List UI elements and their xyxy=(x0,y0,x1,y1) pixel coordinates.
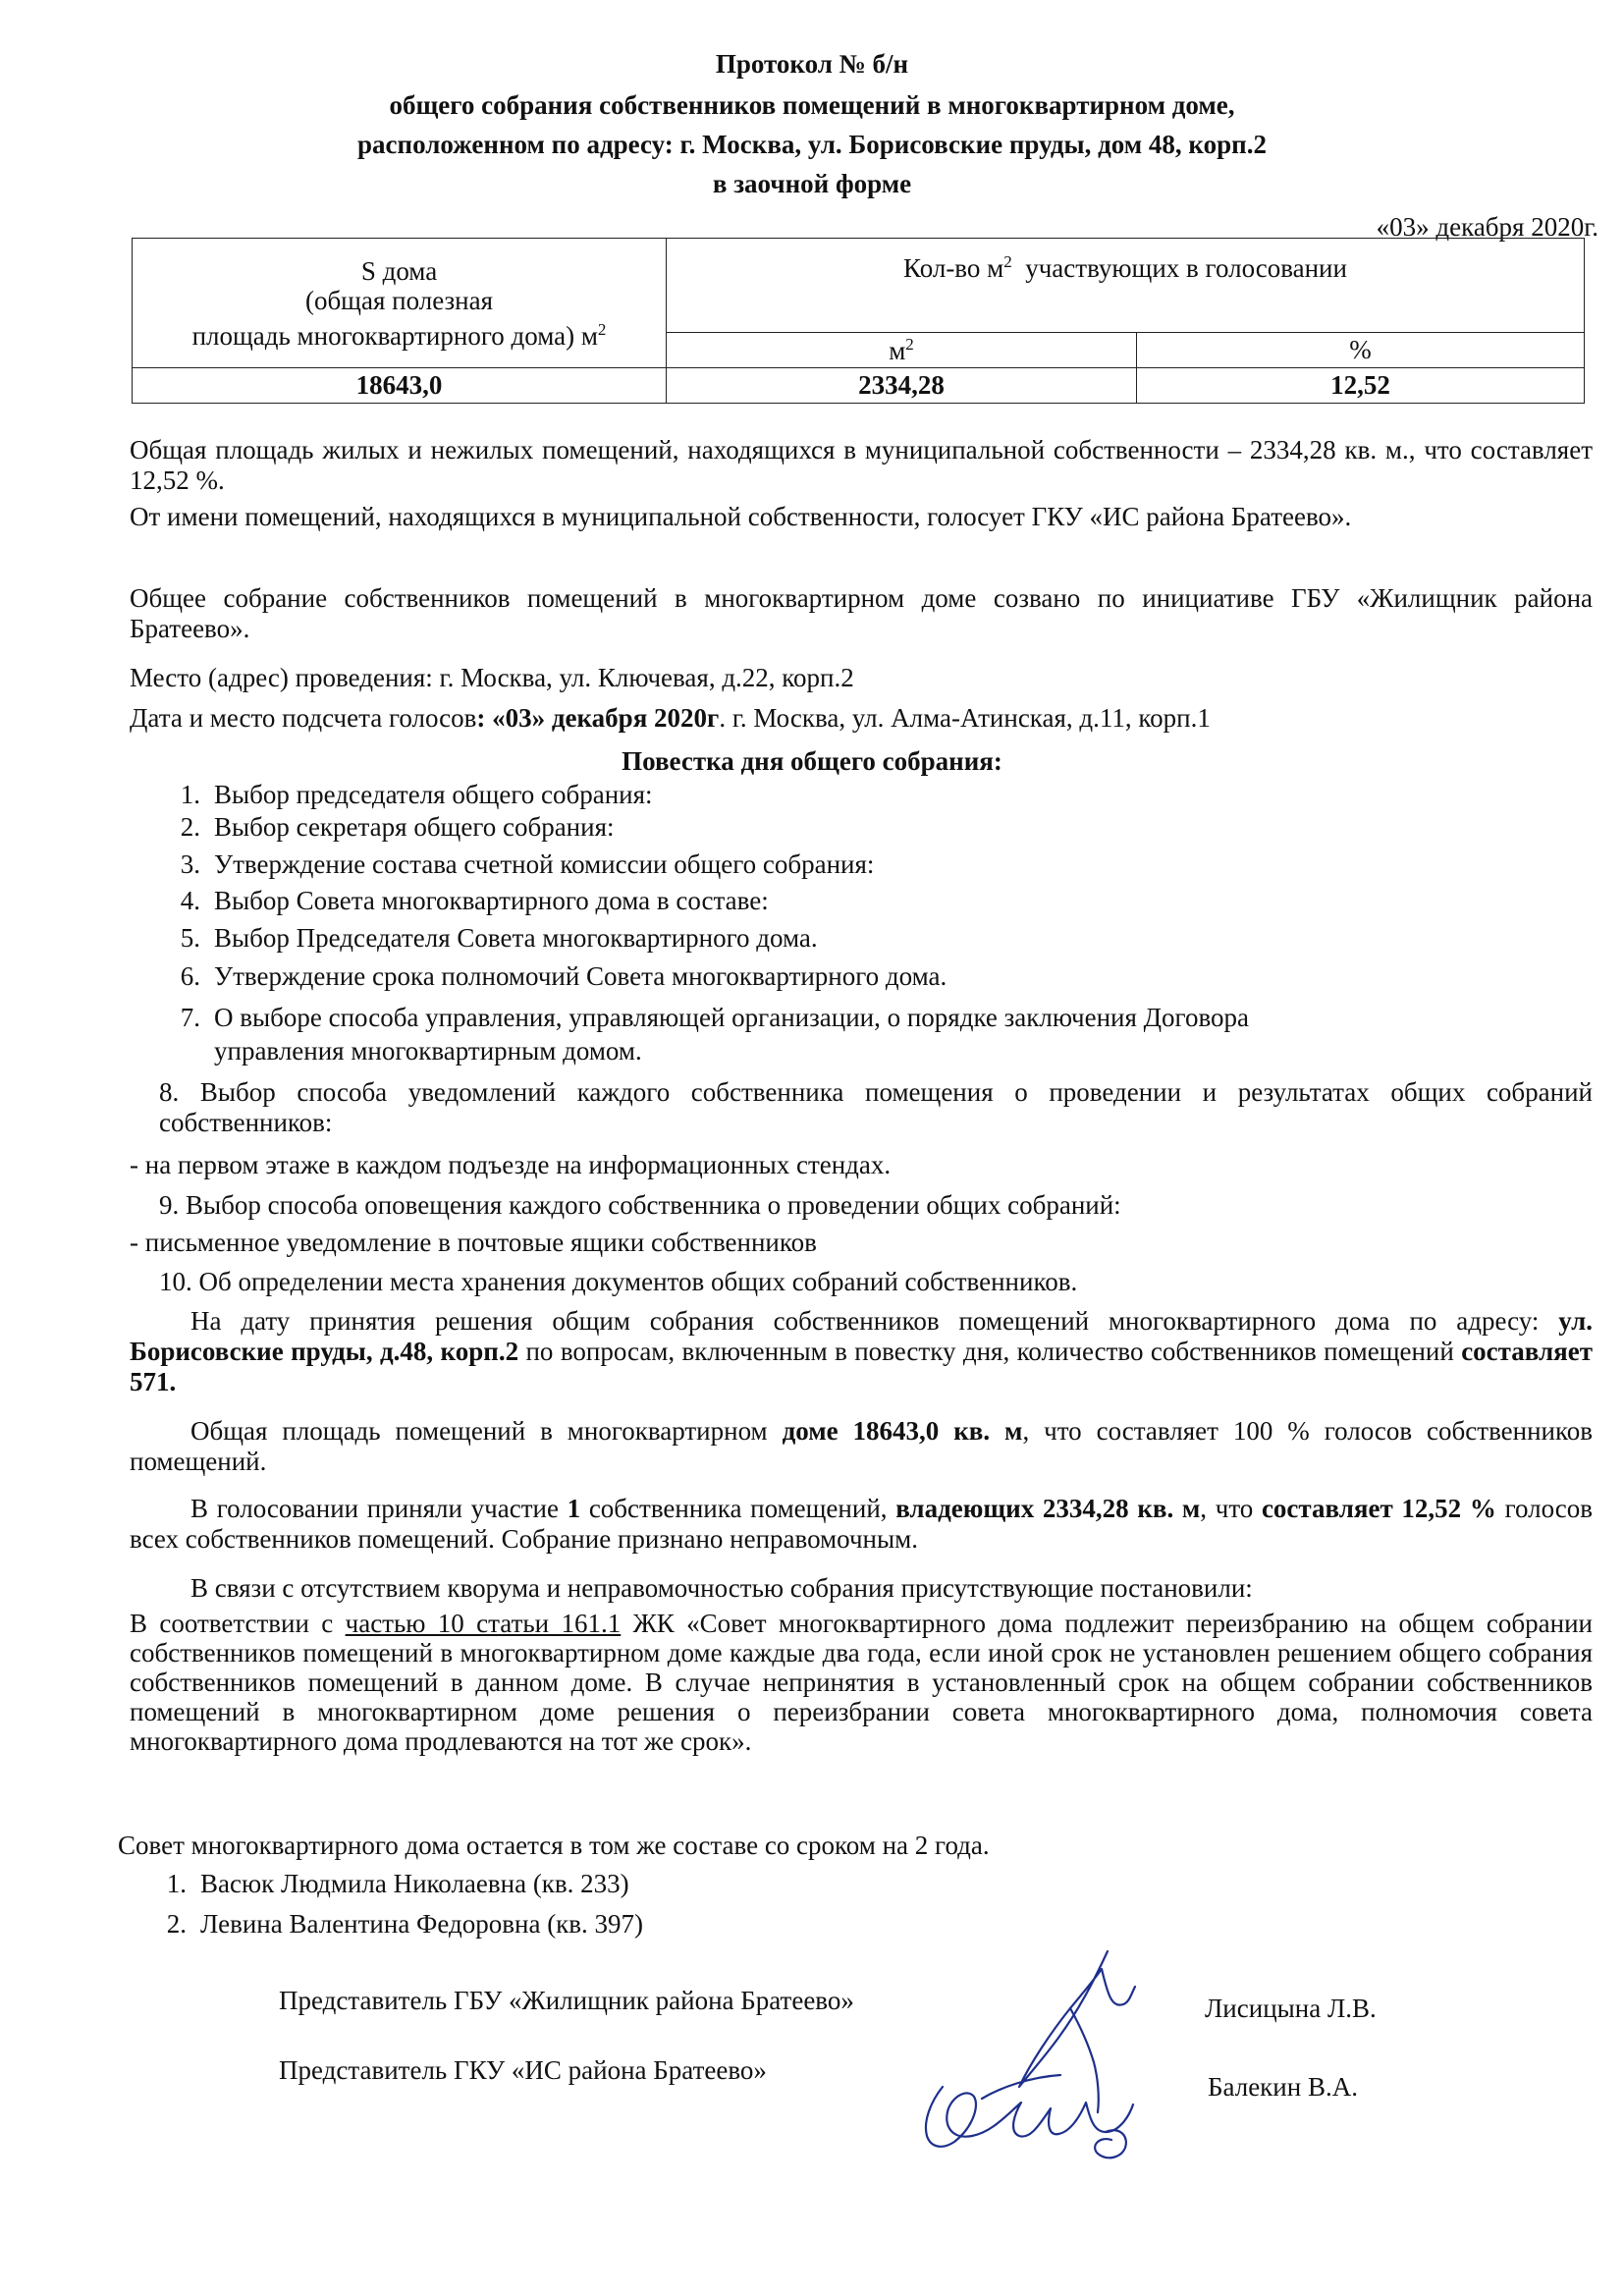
agenda-item-7 xyxy=(159,1003,1249,1033)
doc-date: «03» декабря 2020г. xyxy=(1376,212,1598,242)
signatory-2-role: Представитель ГКУ «ИС района Братеево» xyxy=(279,2055,767,2085)
member-num: 2. xyxy=(166,1909,187,1939)
area-header-sup: 2 xyxy=(597,319,607,339)
total-area-value: доме 18643,0 кв. м xyxy=(782,1416,1023,1446)
para-voter: От имени помещений, находящихся в муниципальной собственности, голосует ГКУ «ИС района Братеево». xyxy=(130,502,1352,531)
participation-c: собственника помещений, xyxy=(580,1494,896,1523)
area-header-l2: (общая полезная xyxy=(304,285,494,315)
count-date-value: : «03» декабря 2020г xyxy=(476,703,720,733)
count-date-label: Дата и место подсчета голосов xyxy=(130,703,477,733)
agenda-num: 4. xyxy=(180,886,200,915)
para-municipal-area: Общая площадь жилых и нежилых помещений, находящихся в муниципальной собственности – 2334,28 кв. м., что составляет 12,52 %. xyxy=(130,435,1593,495)
count-date-place: . г. Москва, ул. Алма-Атинская, д.11, корп.1 xyxy=(719,703,1211,733)
voting-table xyxy=(132,238,1585,404)
member-name: Васюк Людмила Николаевна (кв. 233) xyxy=(200,1869,629,1898)
agenda-item-9-sub: - письменное уведомление в почтовые ящики собственников xyxy=(130,1228,817,1257)
agenda-num: 7. xyxy=(180,1003,200,1032)
sub-pct-cell: % xyxy=(1137,333,1585,368)
agenda-item-5 xyxy=(159,923,818,954)
agenda-num: 3. xyxy=(180,849,200,879)
housing-code-c: ЖК «Совет многоквартирного дома подлежит переизбранию на общем собрании собственников помещений в многоквартирном доме каждые два года, если иной срок не установлен решением общего собрания собственников помещений в данном доме. В случае непринятия в установленный срок на общем собрании собственников помещений в многоквартирном доме решения о переизбрании совета многоквартирного дома, полномочия совета многоквартирного дома продлеваются на тот же срок». xyxy=(130,1609,1593,1756)
para-venue: Место (адрес) проведения: г. Москва, ул. Ключевая, д.22, корп.2 xyxy=(130,663,854,692)
agenda-item-8-sub: - на первом этаже в каждом подъезде на информационных стендах. xyxy=(130,1150,892,1179)
agenda-text: Выбор Совета многоквартирного дома в составе: xyxy=(214,886,769,915)
agenda-item-8: 8. Выбор способа уведомлений каждого собственника помещения о проведении и результатах общих собраний собственников: xyxy=(159,1077,1593,1137)
doc-subtitle-1: общего собрания собственников помещений в многоквартирном доме, xyxy=(389,90,1235,120)
area-header-l3: площадь многоквартирного дома) м xyxy=(191,320,598,351)
handwritten-signature xyxy=(884,1940,1208,2165)
para-housing-code xyxy=(130,1609,1593,1756)
doc-subtitle-2: расположенном по адресу: г. Москва, ул. Борисовские пруды, дом 48, корп.2 xyxy=(357,130,1267,159)
agenda-item-10: 10. Об определении места хранения документов общих собраний собственников. xyxy=(159,1267,1078,1296)
agenda-item-1 xyxy=(159,780,653,810)
owners-count-a: На дату принятия решения общим собрания собственников помещений многоквартирного дома по адресу: xyxy=(190,1306,1559,1336)
doc-title: Протокол № б/н xyxy=(715,49,909,79)
doc-subtitle-3: в заочной форме xyxy=(712,169,912,198)
signatory-2-name: Балекин В.А. xyxy=(1208,2072,1358,2102)
participation-e: , что xyxy=(1200,1494,1262,1523)
total-area-c: , что составляет 100 % голосов собственников помещений. xyxy=(130,1416,1593,1476)
member-name: Левина Валентина Федоровна (кв. 397) xyxy=(200,1909,644,1939)
council-member-2 xyxy=(145,1909,643,1940)
council-member-1 xyxy=(145,1869,629,1899)
participation-count: 1 xyxy=(567,1494,581,1523)
para-participation xyxy=(130,1494,1593,1555)
agenda-num: 1. xyxy=(180,780,200,809)
para-total-area xyxy=(130,1416,1593,1477)
value-m2: 2334,28 xyxy=(667,368,1137,404)
owners-count-value: составляет 571. xyxy=(130,1337,1593,1396)
area-header-l3-wrap xyxy=(136,315,662,351)
value-pct: 12,52 xyxy=(1137,368,1585,404)
agenda-text: Утверждение состава счетной комиссии общего собрания: xyxy=(214,849,875,879)
owners-count-address: ул. Борисовские пруды, д.48, корп.2 xyxy=(130,1306,1593,1366)
participation-pct: составляет 12,52 % xyxy=(1261,1494,1496,1523)
housing-code-a: В соответствии с xyxy=(130,1609,346,1638)
agenda-num: 2. xyxy=(180,812,200,842)
para-resolution-intro: В связи с отсутствием кворума и неправомочностью собрания присутствующие постановили: xyxy=(190,1573,1253,1603)
total-area-a: Общая площадь помещений в многоквартирном xyxy=(190,1416,783,1446)
participation-a: В голосовании приняли участие xyxy=(190,1494,568,1523)
agenda-num: 6. xyxy=(180,961,200,991)
para-owners-count xyxy=(130,1306,1593,1397)
agenda-num: 5. xyxy=(180,923,200,953)
para-council-term: Совет многоквартирного дома остается в том же составе со сроком на 2 года. xyxy=(118,1831,990,1860)
participation-area: владеющих 2334,28 кв. м xyxy=(895,1494,1201,1523)
member-num: 1. xyxy=(166,1869,187,1898)
participants-header-b: участвующих в голосовании xyxy=(1025,253,1347,283)
sub-m2-cell xyxy=(667,333,1137,368)
agenda-text: Выбор секретаря общего собрания: xyxy=(214,812,615,842)
agenda-item-3 xyxy=(159,849,874,880)
area-header-l1: S дома xyxy=(360,255,438,286)
area-header-cell xyxy=(133,239,667,368)
agenda-item-9: 9. Выбор способа оповещения каждого собственника о проведении общих собраний: xyxy=(159,1190,1121,1220)
agenda-item-6 xyxy=(159,961,947,992)
signatory-1-name: Лисицына Л.В. xyxy=(1205,1994,1377,2023)
participants-header-a: Кол-во м xyxy=(903,253,1004,283)
value-area: 18643,0 xyxy=(133,368,667,404)
participants-header-cell xyxy=(667,239,1585,333)
para-count-date xyxy=(130,703,1593,734)
agenda-item-2 xyxy=(159,812,615,843)
participants-header-sup: 2 xyxy=(1003,252,1012,271)
agenda-text: Выбор председателя общего собрания: xyxy=(214,780,653,809)
agenda-title: Повестка дня общего собрания: xyxy=(622,746,1002,776)
owners-count-c: по вопросам, включенным в повестку дня, количество собственников помещений xyxy=(518,1337,1462,1366)
para-initiator: Общее собрание собственников помещений в многоквартирном доме созвано по инициативе ГБУ «Жилищник района Братеево». xyxy=(130,583,1593,643)
agenda-text: Выбор Председателя Совета многоквартирного дома. xyxy=(214,923,818,953)
agenda-text: Утверждение срока полномочий Совета многоквартирного дома. xyxy=(214,961,947,991)
signatory-1-role: Представитель ГБУ «Жилищник района Братеево» xyxy=(279,1986,854,2015)
sub-m2-sup: 2 xyxy=(905,334,914,354)
sub-m2: м xyxy=(889,335,906,365)
agenda-item-4 xyxy=(159,886,769,916)
participation-g: голосов всех собственников помещений. Собрание признано неправомочным. xyxy=(130,1494,1593,1554)
housing-code-article-link: частью 10 статьи 161.1 xyxy=(345,1609,622,1638)
agenda-item-7-cont: управления многоквартирным домом. xyxy=(214,1036,642,1066)
agenda-text: О выборе способа управления, управляющей организации, о порядке заключения Договора xyxy=(214,1003,1250,1032)
